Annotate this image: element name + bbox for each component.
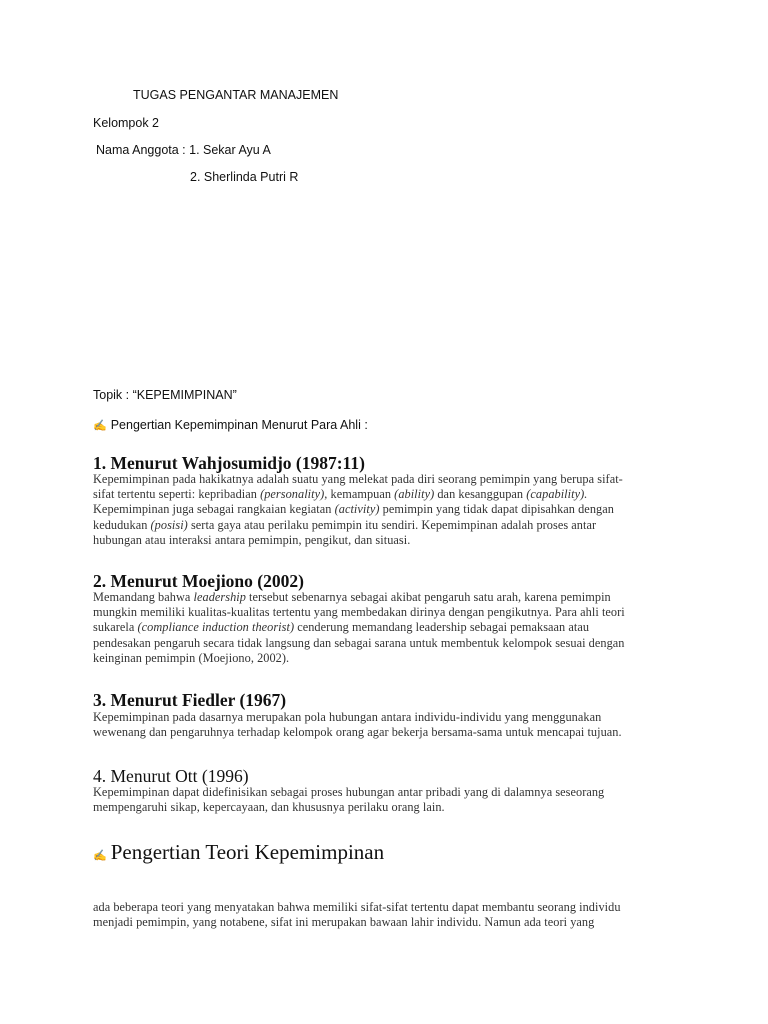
text-line: Memandang bahwa	[93, 590, 194, 604]
italic-term: (compliance induction theorist)	[137, 620, 295, 635]
section-2-heading: 2. Menurut Moejiono (2002)	[93, 571, 304, 591]
section-4-heading: 4. Menurut Ott (1996)	[93, 766, 249, 786]
text-line: keinginan pemimpin (Moejiono, 2002).	[93, 650, 290, 665]
text-line: pendesakan pengaruh secara tidak langsung dan sebagai sarana untuk membentuk kelompok sesuai dengan	[93, 635, 625, 650]
pen-icon: ✍	[93, 850, 107, 862]
topic-label: Topik : “KEPEMIMPINAN”	[93, 388, 237, 402]
theory-heading-text: Pengertian Teori Kepemimpinan	[110, 840, 385, 864]
members-label: Nama Anggota : 1. Sekar Ayu A	[96, 143, 271, 157]
text-line: dan kesanggupan	[434, 487, 527, 502]
section-4-body	[93, 785, 683, 815]
section-3-heading: 3. Menurut Fiedler (1967)	[93, 690, 287, 710]
italic-term: (ability)	[394, 487, 435, 502]
italic-term: (capability).	[526, 487, 588, 502]
text-line: mempengaruhi sikap, kepercayaan, dan khususnya perilaku orang lain.	[93, 800, 445, 815]
text-line: ada beberapa teori yang menyatakan bahwa memiliki sifat-sifat tertentu dapat membantu seorang individu	[93, 900, 621, 914]
text-line: cenderung memandang leadership sebagai pemaksaan atau	[294, 620, 590, 635]
text-line: mungkin memiliki kualitas-kualitas tertentu yang membedakan dirinya dengan pengikutnya. Para ahli teori	[93, 605, 625, 620]
text-line: Kepemimpinan pada hakikatnya adalah suatu yang melekat pada diri seorang pemimpin yang berupa sifat-	[93, 472, 623, 486]
italic-term: (personality)	[260, 487, 325, 502]
text-line: serta gaya atau perilaku pemimpin itu sendiri. Kepemimpinan adalah proses antar	[187, 517, 597, 532]
section-1-body	[93, 472, 683, 548]
topic-subtitle-text: Pengertian Kepemimpinan Menurut Para Ahli :	[110, 418, 368, 432]
italic-term: (posisi)	[150, 517, 188, 532]
text-line: menjadi pemimpin, yang notabene, sifat ini merupakan bawaan lahir individu. Namun ada teori yang	[93, 915, 595, 930]
topic-subtitle	[93, 418, 368, 432]
text-line: Kepemimpinan juga sebagai rangkaian kegiatan	[93, 502, 335, 517]
text-line: hubungan atau interaksi antara pemimpin, pengikut, dan situasi.	[93, 532, 411, 547]
theory-body	[93, 900, 683, 930]
text-line: , kemampuan	[324, 487, 395, 502]
italic-term: (activity)	[334, 502, 380, 517]
member-2: 2. Sherlinda Putri R	[190, 170, 299, 184]
text-line: wewenang dan pengaruhnya terhadap kelompok orang agar bekerja bersama-sama untuk mencapai tujuan.	[93, 725, 622, 740]
section-3-body	[93, 710, 683, 740]
text-line: sukarela	[93, 620, 138, 635]
italic-term: leadership	[193, 590, 246, 604]
group-label: Kelompok 2	[93, 116, 160, 130]
document-title: TUGAS PENGANTAR MANAJEMEN	[133, 88, 339, 102]
section-1-heading: 1. Menurut Wahjosumidjo (1987:11)	[93, 453, 365, 473]
theory-heading	[93, 840, 384, 865]
text-line: Kepemimpinan dapat didefinisikan sebagai proses hubungan antar pribadi yang di dalamnya seseorang	[93, 785, 605, 799]
text-line: sifat tertentu seperti: kepribadian	[93, 487, 261, 502]
pen-icon: ✍	[93, 420, 107, 432]
section-2-body	[93, 590, 683, 666]
text-line: kedudukan	[93, 517, 151, 532]
text-line: pemimpin yang tidak dapat dipisahkan dengan	[379, 502, 614, 517]
text-line: tersebut sebenarnya sebagai akibat pengaruh satu arah, karena pemimpin	[245, 590, 611, 604]
text-line: Kepemimpinan pada dasarnya merupakan pola hubungan antara individu-individu yang menggunakan	[93, 710, 602, 724]
